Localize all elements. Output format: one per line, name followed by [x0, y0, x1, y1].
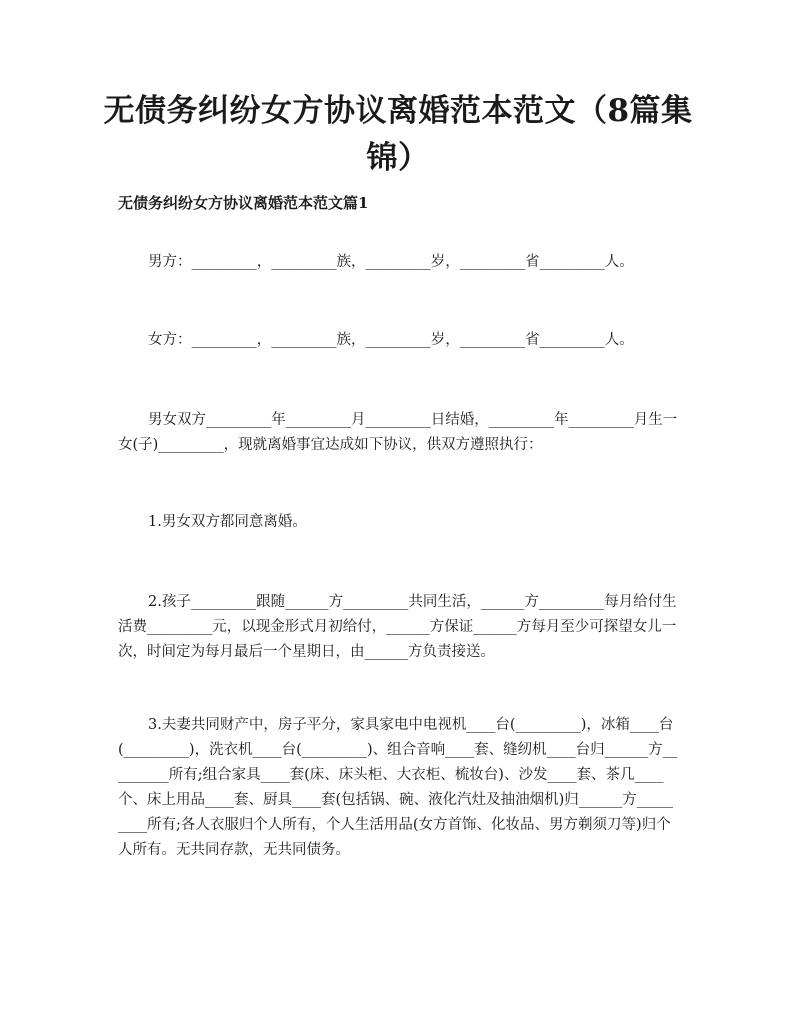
section-heading: 无债务纠纷女方协议离婚范本范文篇1 — [118, 194, 369, 212]
paragraph-marriage-info: 男女双方_________年_________月_________日结婚，_________年_________月生一女(子)_________，现就离婚事宜达成如下协议，供双方遵照执行： — [118, 412, 678, 453]
paragraph-clause-2: 2.孩子_________跟随______方_________共同生活，______方_________每月给付生活费_________元，以现金形式月初给付，______方保证______方每月至少可探望女儿一次，时间定为每月最后一个星期日，由______方负责接送。 — [118, 594, 677, 660]
paragraph-female-party: 女方：_________，_________族，_________岁，_________省_________人。 — [148, 332, 634, 348]
paragraph-male-party: 男方：_________，_________族，_________岁，_________省_________人。 — [148, 254, 634, 270]
paragraph-clause-1: 1.男女双方都同意离婚。 — [148, 514, 307, 530]
paragraph-clause-3: 3.夫妻共同财产中，房子平分，家具家电中电视机____台(_________)，冰箱____台(_________)，洗衣机____台(_________)、组合音响____套、缝纫机____台归______方_________所有;组合家具____套(床、床头柜、大衣柜、梳妆台)、沙发____套、茶几____个、床上用品____套、厨具____套(包括锅、碗、液化汽灶及抽油烟机)归______方_________所有;各人衣服归个人所有，个人生活用品(女方首饰、化妆品、男方剃须刀等)归个人所有。无共同存款，无共同债务。 — [118, 717, 678, 858]
document-title: 无债务纠纷女方协议离婚范本范文（8篇集锦） — [103, 93, 693, 176]
